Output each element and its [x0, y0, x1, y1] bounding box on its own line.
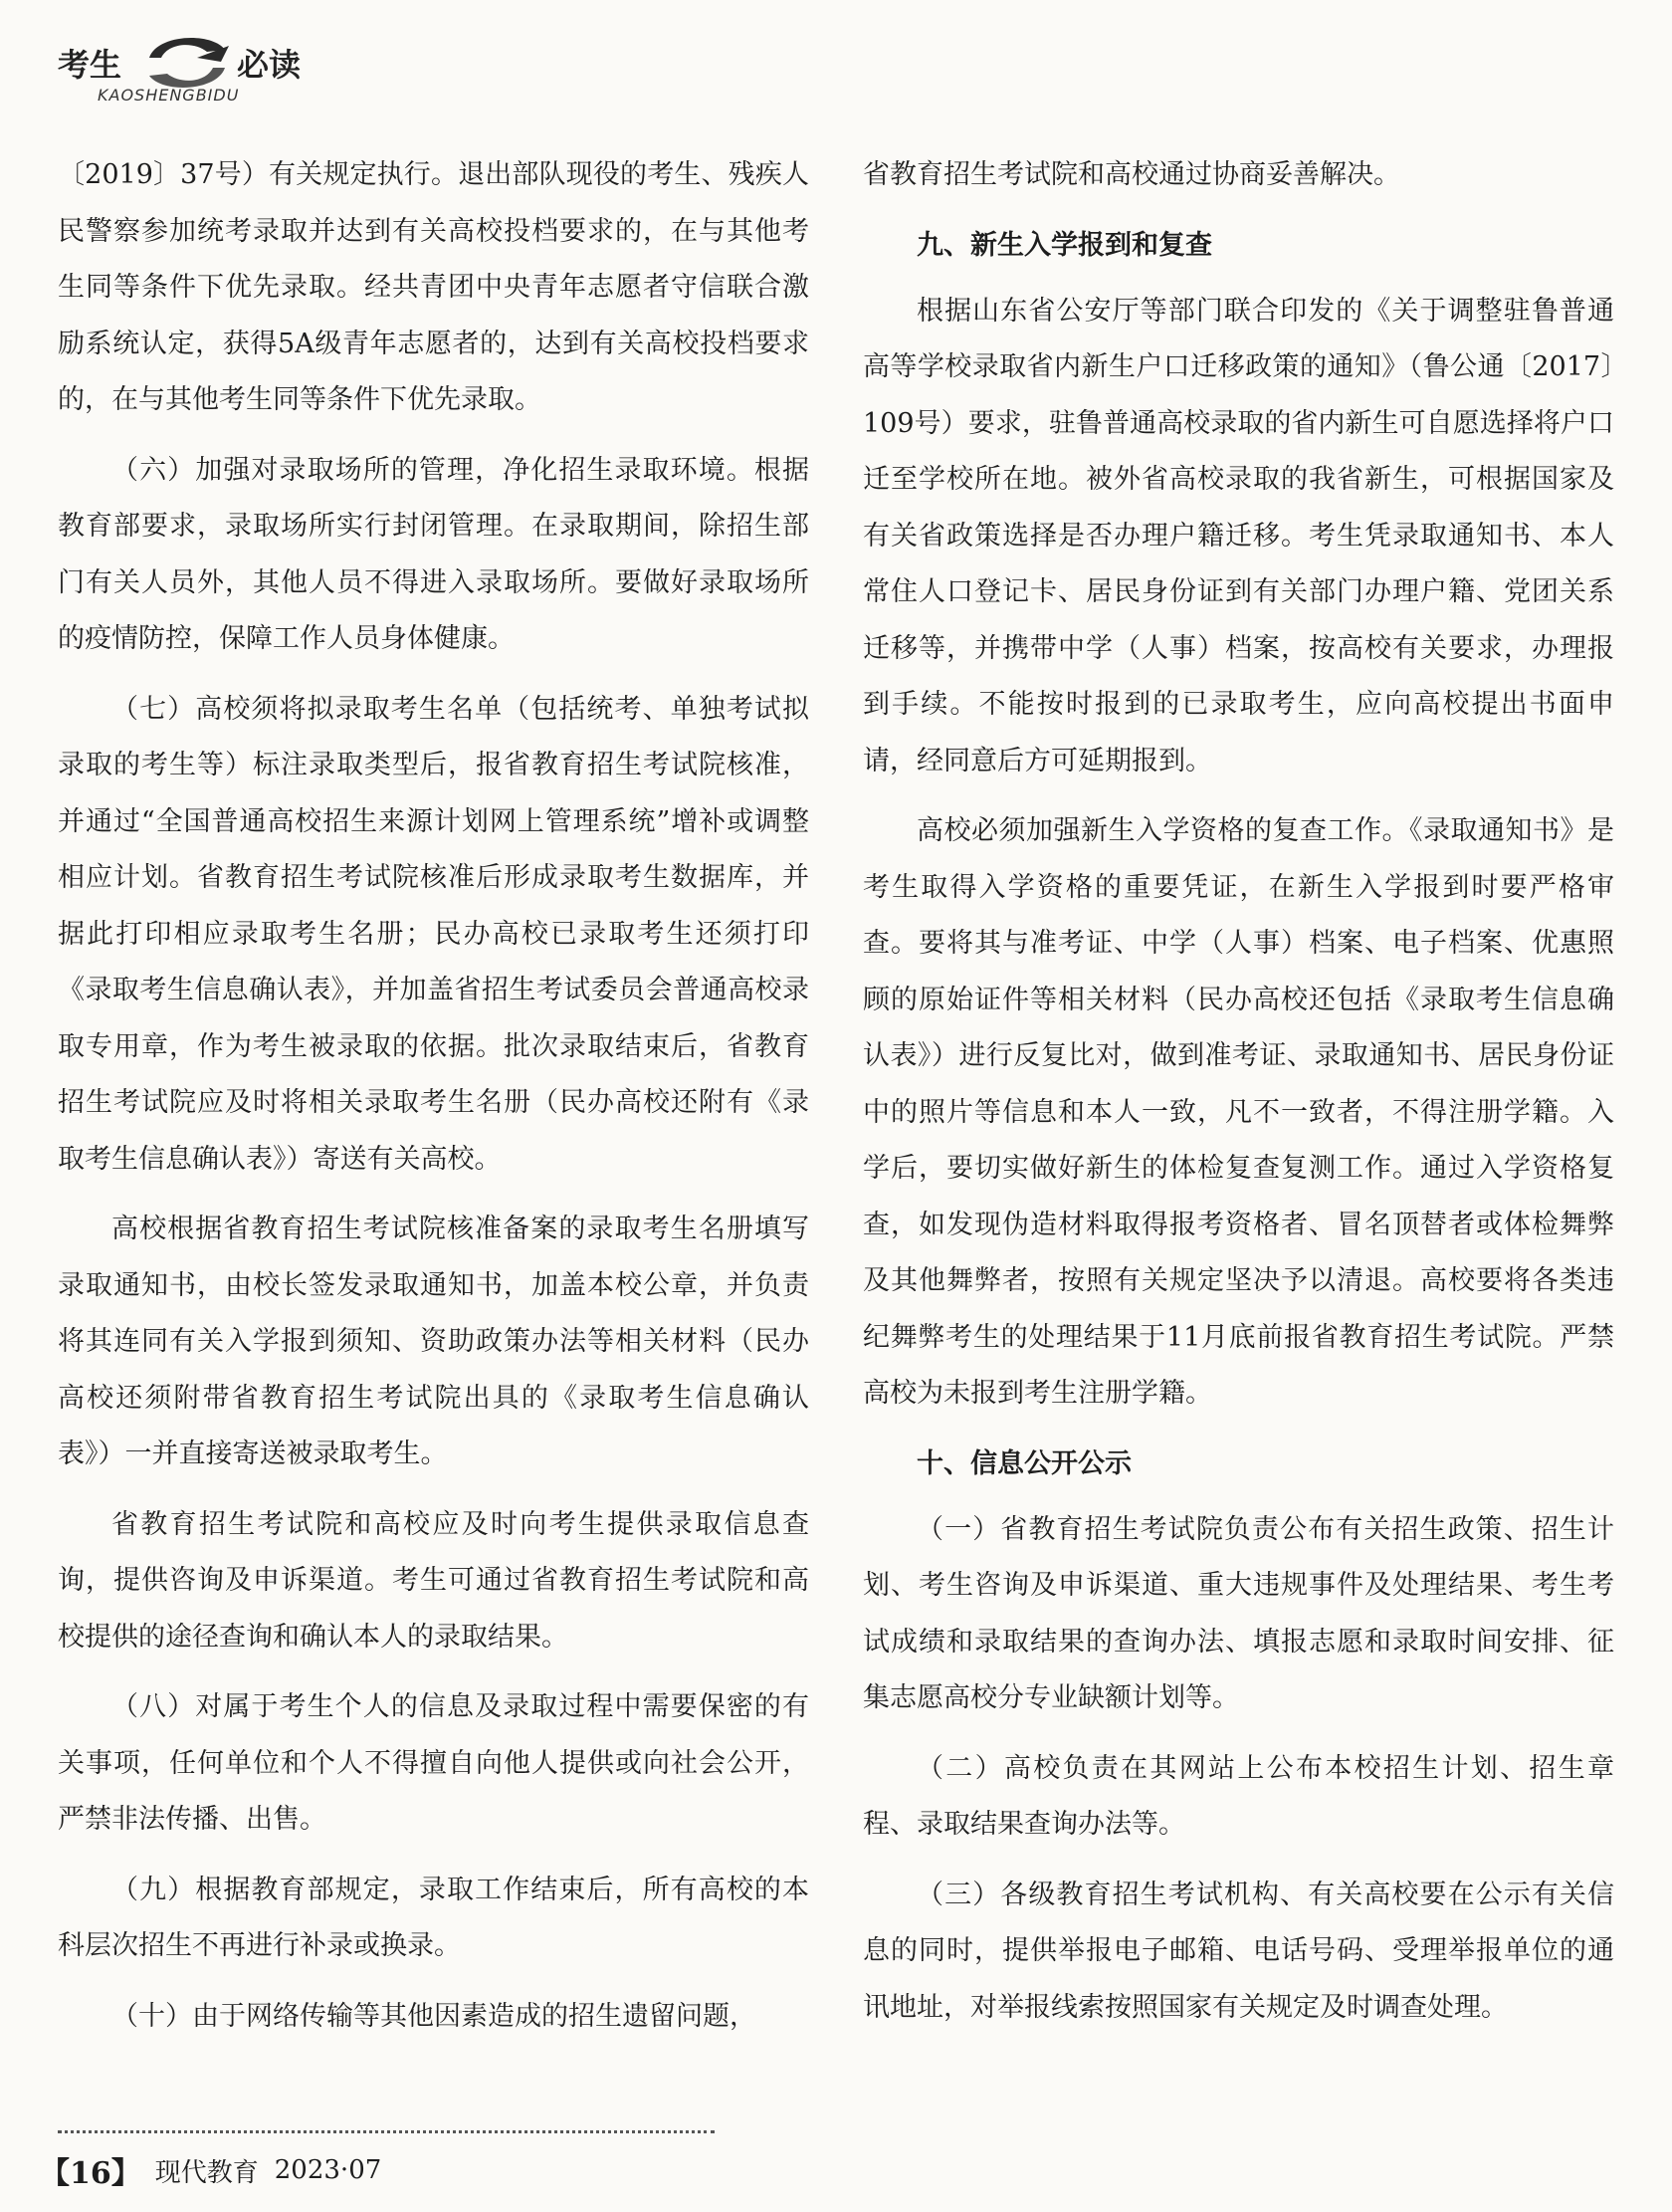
article-body	[58, 147, 1614, 2039]
paragraph: （七）高校须将拟录取考生名单（包括统考、单独考试拟录取的考生等）标注录取类型后，报省教育招生考试院核准，并通过“全国普通高校招生来源计划网上管理系统”增补或调整相应计划。省教育招生考试院核准后形成录取考生数据库，并据此打印相应录取考生名册；民办高校已录取考生还须打印《录取考生信息确认表》，并加盖省招生考试委员会普通高校录取专用章，作为考生被录取的依据。批次录取结束后，省教育招生考试院应及时将相关录取考生名册（民办高校还附有《录取考生信息确认表》）寄送有关高校。	[58, 693, 809, 1175]
paragraph: （十）由于网络传输等其他因素造成的招生遗留问题，	[111, 2000, 756, 2032]
journal-issue: 2023·07	[274, 2155, 382, 2185]
paragraph: 根据山东省公安厅等部门联合印发的《关于调整驻鲁普通高等学校录取省内新生户口迁移政策的通知》（鲁公通〔2017〕109号）要求，驻鲁普通高校录取的省内新生可自愿选择将户口迁至学校所在地。被外省高校录取的我省新生，可根据国家及有关省政策选择是否办理户籍迁移。考生凭录取通知书、本人常住人口登记卡、居民身份证到有关部门办理户籍、党团关系迁移等，并携带中学（人事）档案，按高校有关要求，办理报到手续。不能按时报到的已录取考生，应向高校提出书面申请，经同意后方可延期报到。	[863, 295, 1614, 776]
page-header	[58, 30, 456, 110]
paragraph: （九）根据教育部规定，录取工作结束后，所有高校的本科层次招生不再进行补录或换录。	[58, 1874, 809, 1961]
paragraph: （六）加强对录取场所的管理，净化招生录取环境。根据教育部要求，录取场所实行封闭管理。在录取期间，除招生部门有关人员外，其他人员不得进入录取场所。要做好录取场所的疫情防控，保障工作人员身体健康。	[58, 454, 809, 654]
journal-name: 现代教育	[154, 2157, 259, 2188]
brand-text-right: 必读	[237, 46, 302, 84]
page-number: 【16】	[40, 2156, 141, 2191]
brand-text-left: 考生	[58, 46, 122, 84]
paragraph: （三）各级教育招生考试机构、有关高校要在公示有关信息的同时，提供举报电子邮箱、电话号码、受理举报单位的通讯地址，对举报线索按照国家有关规定及时调查处理。	[863, 1879, 1614, 2023]
page-footer	[40, 2150, 381, 2190]
paragraph: 省教育招生考试院和高校通过协商妥善解决。	[863, 159, 1400, 190]
paragraph: （二）高校负责在其网站上公布本校招生计划、招生章程、录取结果查询办法等。	[863, 1752, 1614, 1840]
paragraph: （八）对属于考生个人的信息及录取过程中需要保密的有关事项，任何单位和个人不得擅自向他人提供或向社会公开，严禁非法传播、出售。	[58, 1691, 809, 1835]
paragraph: （一）省教育招生考试院负责公布有关招生政策、招生计划、考生咨询及申诉渠道、重大违规事件及处理结果、考生考试成绩和录取结果的查询办法、填报志愿和录取时间安排、征集志愿高校分专业缺额计划等。	[863, 1513, 1614, 1713]
paragraph: 省教育招生考试院和高校应及时向考生提供录取信息查询，提供咨询及申诉渠道。考生可通过省教育招生考试院和高校提供的途径查询和确认本人的录取结果。	[58, 1508, 809, 1653]
brand-subtitle: KAOSHENGBIDU	[98, 86, 240, 105]
section-heading: 十、信息公开公示	[917, 1447, 1132, 1479]
footer-divider	[58, 2130, 715, 2133]
paragraph: 高校根据省教育招生考试院核准备案的录取考生名册填写录取通知书，由校长签发录取通知书，加盖本校公章，并负责将其连同有关入学报到须知、资助政策办法等相关材料（民办高校还须附带省教育招生考试院出具的《录取考生信息确认表》）一并直接寄送被录取考生。	[58, 1214, 809, 1469]
paragraph: 〔2019〕37号）有关规定执行。退出部队现役的考生、残疾人民警察参加统考录取并达到有关高校投档要求的，在与其他考生同等条件下优先录取。经共青团中央青年志愿者守信联合激励系统认定，获得5A级青年志愿者的，达到有关高校投档要求的，在与其他考生同等条件下优先录取。	[58, 159, 809, 415]
paragraph: 高校必须加强新生入学资格的复查工作。《录取通知书》是考生取得入学资格的重要凭证，在新生入学报到时要严格审查。要将其与准考证、中学（人事）档案、电子档案、优惠照顾的原始证件等相关材料（民办高校还包括《录取考生信息确认表》）进行反复比对，做到准考证、录取通知书、居民身份证中的照片等信息和本人一致，凡不一致者，不得注册学籍。入学后，要切实做好新生的体检复查复测工作。通过入学资格复查，如发现伪造材料取得报考资格者、冒名顶替者或体检舞弊及其他舞弊者，按照有关规定坚决予以清退。高校要将各类违纪舞弊考生的处理结果于11月底前报省教育招生考试院。严禁高校为未报到考生注册学籍。	[863, 815, 1614, 1409]
right-column	[863, 147, 1614, 2039]
left-column	[58, 147, 809, 2039]
section-heading: 九、新生入学报到和复查	[917, 229, 1212, 261]
